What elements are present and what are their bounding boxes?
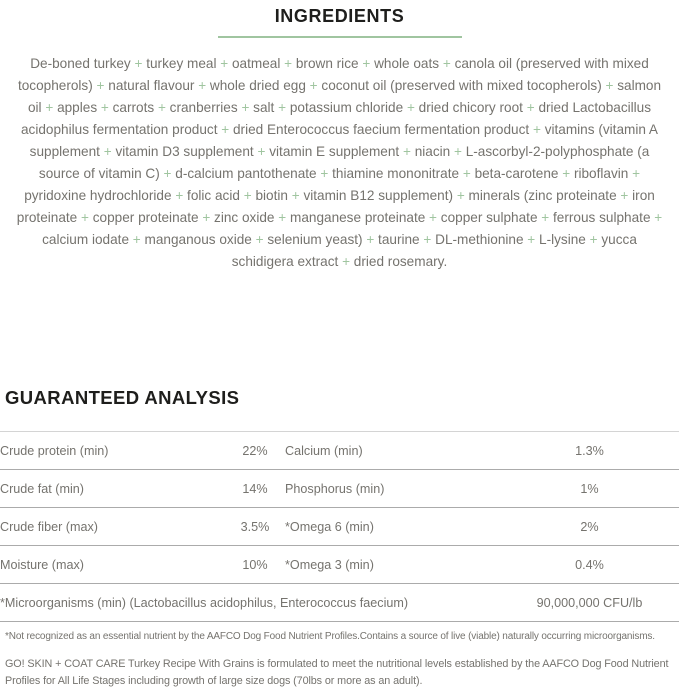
plus-separator: + <box>453 188 469 203</box>
ingredient-item: manganous oxide <box>144 232 252 247</box>
plus-separator: + <box>129 232 145 247</box>
plus-separator: + <box>239 188 256 203</box>
analysis-value: 2% <box>580 519 599 534</box>
ingredient-item: biotin <box>255 188 288 203</box>
aafco-footnote: *Not recognized as an essential nutrient by the AAFCO Dog Food Nutrient Profiles.Contains a source of live (viable) naturally occurring microorganisms. <box>5 631 655 642</box>
ingredient-item: selenium yeast) <box>267 232 363 247</box>
plus-separator: + <box>399 144 415 159</box>
ingredient-item: iron proteinate <box>16 188 655 225</box>
ingredient-item: L-lysine <box>539 232 586 247</box>
plus-separator: + <box>154 100 170 115</box>
analysis-label: Phosphorus (min) <box>285 481 385 496</box>
ingredient-item: manganese proteinate <box>290 210 426 225</box>
ingredient-item: L-ascorbyl-2-polyphosphate (a source of vitamin C) <box>38 144 650 181</box>
plus-separator: + <box>419 232 436 247</box>
ingredients-title: INGREDIENTS <box>274 6 405 26</box>
plus-separator: + <box>601 78 618 93</box>
ingredient-item: calcium iodate <box>42 232 130 247</box>
plus-separator: + <box>287 188 304 203</box>
plus-separator: + <box>198 210 215 225</box>
plus-separator: + <box>171 188 188 203</box>
plus-separator: + <box>450 144 466 159</box>
analysis-label: Crude protein (min) <box>0 443 109 458</box>
plus-separator: + <box>522 100 539 115</box>
plus-separator: + <box>358 56 375 71</box>
plus-separator: + <box>92 78 109 93</box>
analysis-row-microorganisms <box>0 584 679 622</box>
ingredient-item: niacin <box>414 144 451 159</box>
plus-separator: + <box>194 78 210 93</box>
plus-separator: + <box>237 100 254 115</box>
ingredient-item: copper sulphate <box>440 210 538 225</box>
plus-separator: + <box>558 166 574 181</box>
ingredient-item: salmon oil <box>27 78 662 115</box>
analysis-value: 3.5% <box>240 519 270 534</box>
ingredients-divider <box>218 36 462 38</box>
analysis-value: 22% <box>242 443 268 458</box>
ingredient-item: taurine <box>378 232 420 247</box>
analysis-label: Calcium (min) <box>285 443 363 458</box>
analysis-table-body <box>0 432 679 622</box>
ingredient-item: brown rice <box>295 56 359 71</box>
formulation-statement: GO! SKIN + COAT CARE Turkey Recipe With Grains is formulated to meet the nutritional levels established by the AAFCO Dog Food Nutrient Profiles for All Life Stages including growth of large size dogs (70lbs or more as an adult). <box>5 658 669 687</box>
ingredient-item: whole dried egg <box>209 78 306 93</box>
ingredient-item: dried chicory root <box>418 100 523 115</box>
plus-separator: + <box>523 232 540 247</box>
plus-separator: + <box>41 100 58 115</box>
plus-separator: + <box>362 232 379 247</box>
plus-separator: + <box>338 254 354 269</box>
plus-separator: + <box>77 210 93 225</box>
analysis-label: *Microorganisms (min) (Lactobacillus acidophilus, Enterococcus faecium) <box>0 595 409 610</box>
ingredient-item: copper proteinate <box>92 210 199 225</box>
plus-separator: + <box>628 166 641 181</box>
analysis-label: Crude fiber (max) <box>0 519 98 534</box>
ingredient-item: dried Lactobacillus acidophilus fermentation product <box>21 100 652 137</box>
ingredient-item: DL-methionine <box>435 232 524 247</box>
plus-separator: + <box>305 78 322 93</box>
ingredients-list <box>14 53 666 273</box>
plus-separator: + <box>650 210 663 225</box>
plus-separator: + <box>274 210 290 225</box>
ingredient-item: dried Enterococcus faecium fermentation product <box>232 122 530 137</box>
plus-separator: + <box>251 232 268 247</box>
plus-separator: + <box>253 144 270 159</box>
ingredient-item: minerals (zinc proteinate <box>468 188 617 203</box>
ingredient-item: dried rosemary. <box>353 254 448 269</box>
ingredient-item: whole oats <box>374 56 440 71</box>
analysis-value: 10% <box>242 557 268 572</box>
analysis-row <box>0 546 679 584</box>
ingredient-item: salt <box>253 100 275 115</box>
plus-separator: + <box>280 56 296 71</box>
guaranteed-analysis-table <box>0 431 679 622</box>
ingredient-item: vitamin B12 supplement) <box>303 188 454 203</box>
analysis-value: 1% <box>580 481 599 496</box>
plus-separator: + <box>159 166 176 181</box>
ingredient-item: beta-carotene <box>474 166 559 181</box>
analysis-label: *Omega 6 (min) <box>285 519 374 534</box>
analysis-row <box>0 508 679 546</box>
plus-separator: + <box>274 100 290 115</box>
plus-separator: + <box>537 210 554 225</box>
ingredient-item: pyridoxine hydrochloride <box>24 188 172 203</box>
analysis-value: 90,000,000 CFU/lb <box>536 595 643 610</box>
ingredient-item: yucca schidigera extract <box>231 232 637 269</box>
analysis-label: *Omega 3 (min) <box>285 557 374 572</box>
analysis-value: 0.4% <box>575 557 604 572</box>
plus-separator: + <box>616 188 633 203</box>
ingredient-item: folic acid <box>187 188 240 203</box>
ingredient-item: ferrous sulphate <box>553 210 651 225</box>
pet-food-nutrition-label <box>0 6 679 687</box>
guaranteed-analysis-title: GUARANTEED ANALYSIS <box>5 387 240 408</box>
plus-separator: + <box>97 100 113 115</box>
plus-separator: + <box>130 56 147 71</box>
plus-separator: + <box>217 122 233 137</box>
ingredient-item: riboflavin <box>573 166 629 181</box>
plus-separator: + <box>403 100 419 115</box>
ingredient-item: potassium chloride <box>289 100 404 115</box>
analysis-value: 1.3% <box>575 443 604 458</box>
ingredient-item: zinc oxide <box>214 210 275 225</box>
analysis-label: Crude fat (min) <box>0 481 84 496</box>
plus-separator: + <box>216 56 232 71</box>
ingredient-item: thiamine mononitrate <box>332 166 460 181</box>
plus-separator: + <box>529 122 545 137</box>
ingredient-item: canola oil (preserved with mixed tocopherols) <box>17 56 649 93</box>
plus-separator: + <box>99 144 116 159</box>
ingredient-item: turkey meal <box>146 56 217 71</box>
ingredient-item: vitamin E supplement <box>269 144 400 159</box>
plus-separator: + <box>459 166 475 181</box>
ingredient-item: vitamins (vitamin A supplement <box>29 122 658 159</box>
plus-separator: + <box>316 166 333 181</box>
ingredient-item: oatmeal <box>231 56 281 71</box>
guaranteed-analysis-section <box>0 387 679 689</box>
ingredient-item: De-boned turkey <box>30 56 131 71</box>
ingredient-item: cranberries <box>169 100 238 115</box>
analysis-row <box>0 470 679 508</box>
analysis-row <box>0 432 679 470</box>
plus-separator: + <box>585 232 602 247</box>
plus-separator: + <box>439 56 455 71</box>
ingredient-item: vitamin D3 supplement <box>115 144 254 159</box>
ingredient-item: carrots <box>112 100 155 115</box>
plus-separator: + <box>425 210 441 225</box>
ingredient-item: apples <box>57 100 98 115</box>
analysis-label: Moisture (max) <box>0 557 84 572</box>
ingredient-item: natural flavour <box>108 78 195 93</box>
ingredient-item: d-calcium pantothenate <box>175 166 317 181</box>
ingredient-item: coconut oil (preserved with mixed tocopherols) <box>321 78 602 93</box>
analysis-value: 14% <box>242 481 268 496</box>
